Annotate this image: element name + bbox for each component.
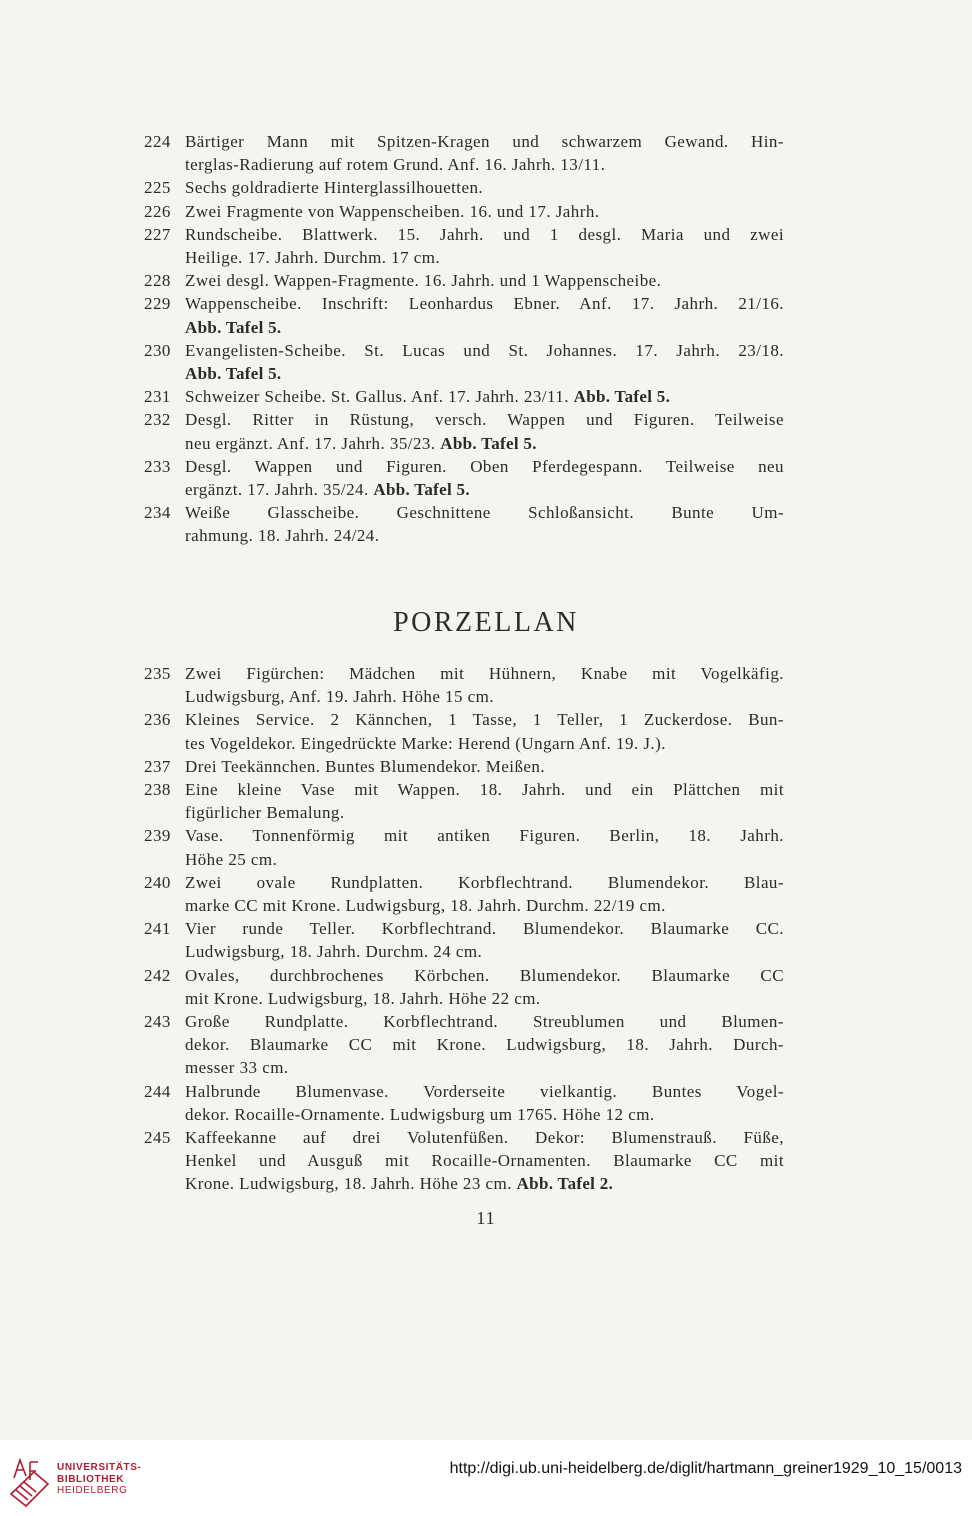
entry-text: Drei Teekännchen. Buntes Blumendekor. Meißen.	[185, 756, 546, 776]
entry-line	[185, 339, 784, 362]
catalog-entry	[144, 501, 784, 547]
entry-number: 231	[144, 387, 171, 407]
entry-line	[185, 1056, 784, 1079]
entry-text: Sechs goldradierte Hinterglassilhouetten.	[185, 178, 484, 198]
entry-line	[185, 917, 784, 940]
entry-line	[185, 385, 784, 408]
entry-text: Halbrunde Blumenvase. Vorderseite vielkantig. Buntes Vogel-	[185, 1081, 784, 1101]
entry-text: dekor. Rocaille-Ornamente. Ludwigsburg um 1765. Höhe 12 cm.	[185, 1104, 655, 1124]
footer-bar	[0, 1440, 972, 1516]
entry-number: 238	[144, 780, 171, 800]
entry-line	[185, 871, 784, 894]
entry-number: 240	[144, 872, 171, 892]
entry-line	[185, 755, 784, 778]
entry-text: Höhe 25 cm.	[185, 849, 278, 869]
entry-text: Schweizer Scheibe. St. Gallus. Anf. 17. Jahrh. 23/11.	[185, 387, 569, 407]
entry-text: terglas-Radierung auf rotem Grund. Anf. 16. Jahrh. 13/11.	[185, 155, 606, 175]
library-name	[57, 1462, 141, 1497]
catalog-entry	[144, 1010, 784, 1080]
catalog-entry	[144, 200, 784, 223]
entry-line	[185, 732, 784, 755]
entry-text: Krone. Ludwigsburg, 18. Jahrh. Höhe 23 cm.	[185, 1174, 512, 1194]
entry-line	[185, 362, 784, 385]
entry-text: Eine kleine Vase mit Wappen. 18. Jahrh. und ein Plättchen mit	[185, 780, 784, 800]
catalog-entry	[144, 755, 784, 778]
source-url[interactable]: http://digi.ub.uni-heidelberg.de/diglit/hartmann_greiner1929_10_15/0013	[449, 1460, 962, 1477]
entry-line	[185, 176, 784, 199]
entry-number: 234	[144, 503, 171, 523]
entry-line	[185, 1033, 784, 1056]
entry-text: Desgl. Wappen und Figuren. Oben Pferdegespann. Teilweise neu	[185, 456, 784, 476]
entry-line	[185, 940, 784, 963]
entry-line	[185, 1103, 784, 1126]
library-logo-icon	[8, 1452, 52, 1508]
entry-text: mit Krone. Ludwigsburg, 18. Jahrh. Höhe 22 cm.	[185, 988, 541, 1008]
entry-text: ergänzt. 17. Jahrh. 35/24.	[185, 480, 369, 500]
entry-number: 228	[144, 271, 171, 291]
entry-number: 226	[144, 201, 171, 221]
entry-line	[185, 478, 784, 501]
plate-reference: Abb. Tafel 5.	[185, 364, 282, 384]
entry-text: Bärtiger Mann mit Spitzen-Kragen und schwarzem Gewand. Hin-	[185, 132, 784, 151]
catalog-entry	[144, 778, 784, 824]
entry-number: 242	[144, 965, 171, 985]
entry-text: Zwei ovale Rundplatten. Korbflechtrand. Blumendekor. Blau-	[185, 872, 784, 892]
section-heading: PORZELLAN	[393, 607, 579, 638]
entry-number: 227	[144, 224, 171, 244]
porcelain-entries	[144, 662, 784, 1196]
entry-text: Evangelisten-Scheibe. St. Lucas und St. Johannes. 17. Jahrh. 23/18.	[185, 340, 784, 360]
catalog-entry	[144, 455, 784, 501]
entry-text: marke CC mit Krone. Ludwigsburg, 18. Jahrh. Durchm. 22/19 cm.	[185, 896, 666, 916]
entry-text: Heilige. 17. Jahrh. Durchm. 17 cm.	[185, 248, 441, 268]
catalog-entry	[144, 130, 784, 176]
entry-line	[185, 685, 784, 708]
entry-line	[185, 894, 784, 917]
catalog-entry	[144, 964, 784, 1010]
entry-text: Ludwigsburg, 18. Jahrh. Durchm. 24 cm.	[185, 942, 483, 962]
entry-number: 237	[144, 756, 171, 776]
entry-line	[185, 316, 784, 339]
entry-number: 230	[144, 340, 171, 360]
entry-line	[185, 1149, 784, 1172]
catalog-entry	[144, 223, 784, 269]
entry-line	[185, 824, 784, 847]
entry-text: Henkel und Ausguß mit Rocaille-Ornamenten. Blaumarke CC mit	[185, 1151, 784, 1171]
entry-number: 241	[144, 919, 171, 939]
plate-reference: Abb. Tafel 2.	[516, 1174, 614, 1194]
entry-text: neu ergänzt. Anf. 17. Jahrh. 35/23.	[185, 433, 436, 453]
entry-text: Desgl. Ritter in Rüstung, versch. Wappen und Figuren. Teilweise	[185, 410, 784, 430]
catalog-entry	[144, 339, 784, 385]
catalog-entry	[144, 917, 784, 963]
entry-line	[185, 1172, 784, 1195]
catalog-entry	[144, 408, 784, 454]
entry-text: Große Rundplatte. Korbflechtrand. Streublumen und Blumen-	[185, 1012, 784, 1032]
entry-number: 243	[144, 1012, 171, 1032]
entry-text: Vase. Tonnenförmig mit antiken Figuren. Berlin, 18. Jahrh.	[185, 826, 784, 846]
entry-line	[185, 1010, 784, 1033]
entry-text: Kleines Service. 2 Kännchen, 1 Tasse, 1 Teller, 1 Zuckerdose. Bun-	[185, 710, 784, 730]
plate-reference: Abb. Tafel 5.	[573, 387, 671, 407]
catalog-entry	[144, 662, 784, 708]
entry-number: 244	[144, 1081, 171, 1101]
entry-number: 235	[144, 664, 171, 683]
entry-text: Zwei desgl. Wappen-Fragmente. 16. Jahrh. und 1 Wappenscheibe.	[185, 271, 662, 291]
entry-line	[185, 246, 784, 269]
plate-reference: Abb. Tafel 5.	[440, 433, 537, 453]
glass-entries	[144, 130, 784, 548]
entry-line	[185, 130, 784, 153]
catalog-entry	[144, 708, 784, 754]
plate-reference: Abb. Tafel 5.	[185, 317, 282, 337]
entry-text: Wappenscheibe. Inschrift: Leonhardus Ebner. Anf. 17. Jahrh. 21/16.	[185, 294, 784, 314]
entry-line	[185, 501, 784, 524]
entry-text: Weiße Glasscheibe. Geschnittene Schloßansicht. Bunte Um-	[185, 503, 784, 523]
library-name-line3: HEIDELBERG	[57, 1485, 128, 1496]
entry-line	[185, 964, 784, 987]
entry-line	[185, 292, 784, 315]
entry-number: 229	[144, 294, 171, 314]
entry-text: Zwei Figürchen: Mädchen mit Hühnern, Knabe mit Vogelkäfig.	[185, 664, 784, 683]
entry-line	[185, 269, 784, 292]
entry-line	[185, 455, 784, 478]
entry-number: 236	[144, 710, 171, 730]
entry-text: messer 33 cm.	[185, 1058, 289, 1078]
entry-number: 224	[144, 132, 171, 151]
entry-line	[185, 778, 784, 801]
entry-line	[185, 153, 784, 176]
entry-line	[185, 1126, 784, 1149]
library-name-line1: UNIVERSITÄTS-	[57, 1462, 142, 1473]
entry-line	[185, 1080, 784, 1103]
catalog-entry	[144, 385, 784, 408]
catalog-entry	[144, 292, 784, 338]
catalog-entry	[144, 176, 784, 199]
entry-text: Vier runde Teller. Korbflechtrand. Blumendekor. Blaumarke CC.	[185, 919, 784, 939]
catalog-entry	[144, 824, 784, 870]
entry-line	[185, 432, 784, 455]
entry-number: 245	[144, 1128, 171, 1148]
catalog-entry	[144, 1126, 784, 1196]
entry-line	[185, 662, 784, 685]
entry-text: dekor. Blaumarke CC mit Krone. Ludwigsburg, 18. Jahrh. Durch-	[185, 1035, 784, 1055]
entry-text: Rundscheibe. Blattwerk. 15. Jahrh. und 1 desgl. Maria und zwei	[185, 224, 784, 244]
entry-line	[185, 848, 784, 871]
entry-line	[185, 223, 784, 246]
entry-number: 233	[144, 456, 171, 476]
entry-text: Zwei Fragmente von Wappenscheiben. 16. und 17. Jahrh.	[185, 201, 600, 221]
entry-text: tes Vogeldekor. Eingedrückte Marke: Herend (Ungarn Anf. 19. J.).	[185, 733, 666, 753]
entry-line	[185, 708, 784, 731]
entry-line	[185, 524, 784, 547]
entry-number: 225	[144, 178, 171, 198]
entry-line	[185, 408, 784, 431]
entry-text: Ovales, durchbrochenes Körbchen. Blumendekor. Blaumarke CC	[185, 965, 784, 985]
entry-text: figürlicher Bemalung.	[185, 803, 345, 823]
entry-line	[185, 801, 784, 824]
library-name-line2: BIBLIOTHEK	[57, 1473, 125, 1485]
entry-line	[185, 200, 784, 223]
catalog-entry	[144, 269, 784, 292]
catalog-entry	[144, 871, 784, 917]
page-number: 11	[476, 1208, 496, 1228]
entry-number: 232	[144, 410, 171, 430]
entry-text: rahmung. 18. Jahrh. 24/24.	[185, 526, 380, 546]
entry-number: 239	[144, 826, 171, 846]
catalog-entry	[144, 1080, 784, 1126]
entry-line	[185, 987, 784, 1010]
entry-text: Kaffeekanne auf drei Volutenfüßen. Dekor: Blumenstrauß. Füße,	[185, 1128, 784, 1148]
plate-reference: Abb. Tafel 5.	[373, 480, 470, 500]
entry-text: Ludwigsburg, Anf. 19. Jahrh. Höhe 15 cm.	[185, 687, 495, 707]
